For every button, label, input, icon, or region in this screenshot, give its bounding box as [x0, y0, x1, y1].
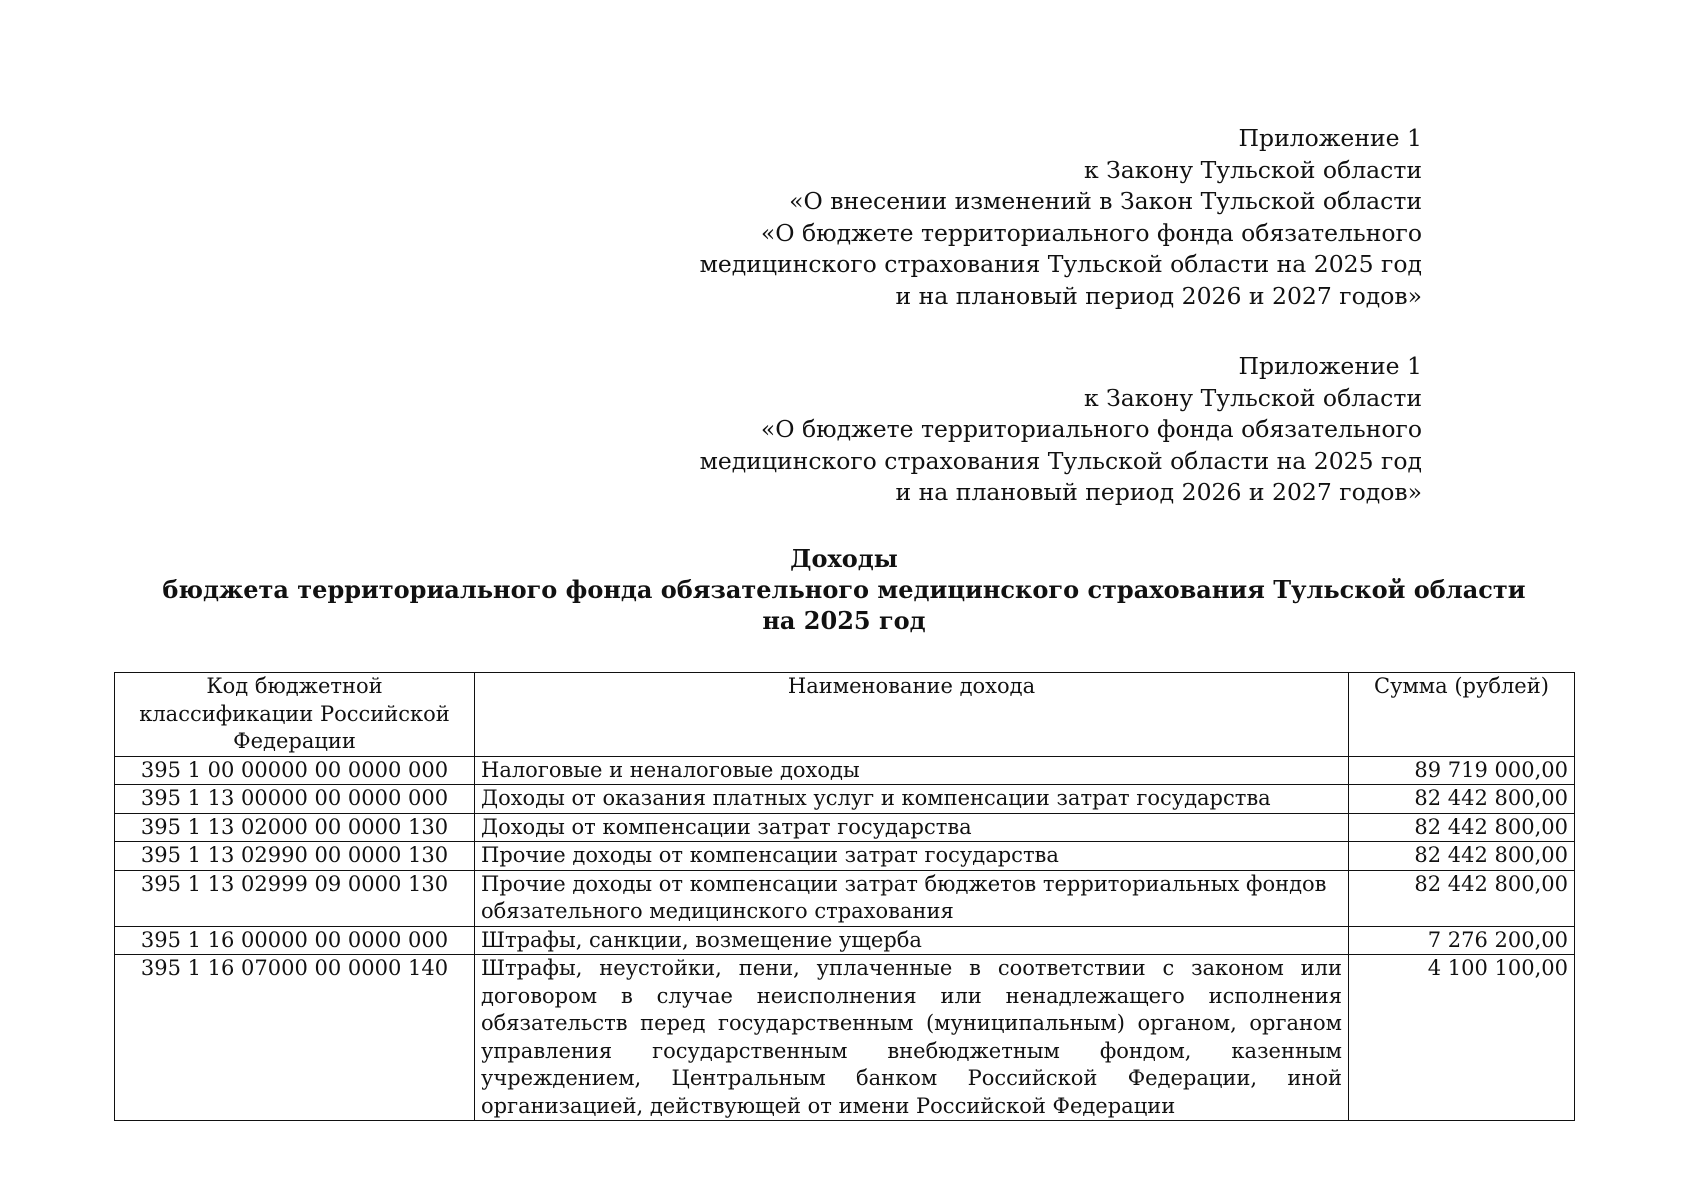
appendix-line: «О внесении изменений в Закон Тульской области [789, 187, 1422, 215]
header-sum: Сумма (рублей) [1349, 673, 1575, 757]
appendix-line: «О бюджете территориального фонда обязательного [760, 218, 1422, 247]
row-code: 395 1 13 02990 00 0000 130 [115, 842, 475, 871]
header-code: Код бюджетной классификации Российской Федерации [115, 673, 475, 757]
row-sum: 89 719 000,00 [1349, 756, 1575, 785]
row-code: 395 1 13 02000 00 0000 130 [115, 813, 475, 842]
header-name: Наименование дохода [475, 673, 1349, 757]
appendix-line: к Закону Тульской области [1083, 155, 1422, 184]
title-line-2: бюджета территориального фонда обязательного медицинского страхования Тульской области [162, 575, 1526, 604]
table-row [115, 926, 1575, 955]
row-code: 395 1 00 00000 00 0000 000 [115, 756, 475, 785]
document-title [114, 543, 1574, 636]
table-row [115, 756, 1575, 785]
table-header-row [115, 673, 1575, 757]
title-line-1: Доходы [790, 544, 898, 573]
appendix-line: и на плановый период 2026 и 2027 годов» [895, 478, 1422, 506]
row-code: 395 1 13 00000 00 0000 000 [115, 785, 475, 814]
appendix-line: Приложение 1 [1238, 352, 1422, 380]
appendix-line: к Закону Тульской области [1083, 383, 1422, 412]
row-sum: 7 276 200,00 [1349, 926, 1575, 955]
row-name: Доходы от оказания платных услуг и компенсации затрат государства [475, 785, 1349, 814]
table-row [115, 785, 1575, 814]
title-line-3: на 2025 год [762, 606, 926, 635]
row-sum: 82 442 800,00 [1349, 785, 1575, 814]
row-code: 395 1 13 02999 09 0000 130 [115, 870, 475, 926]
table-row [115, 842, 1575, 871]
table-row [115, 870, 1575, 926]
row-code: 395 1 16 07000 00 0000 140 [115, 955, 475, 1121]
row-sum: 82 442 800,00 [1349, 842, 1575, 871]
appendix-line: и на плановый период 2026 и 2027 годов» [895, 281, 1422, 310]
row-name: Прочие доходы от компенсации затрат бюджетов территориальных фондов обязательного медицинского страхования [475, 870, 1349, 926]
appendix-line: медицинского страхования Тульской области на 2025 год [699, 250, 1422, 278]
row-code: 395 1 16 00000 00 0000 000 [115, 926, 475, 955]
table-row [115, 813, 1575, 842]
appendix-line: медицинского страхования Тульской области на 2025 год [699, 446, 1422, 475]
appendix-original-block [662, 351, 1422, 509]
row-name: Штрафы, неустойки, пени, уплаченные в соответствии с законом или договором в случае неисполнения или ненадлежащего исполнения обязательств перед государственным (муниципальным) органом, органом управления государственным внебюджетным фондом, казенным учреждением, Центральным банком Российской Федерации, иной организацией, действующей от имени Российской Федерации [475, 955, 1349, 1121]
row-name: Доходы от компенсации затрат государства [475, 813, 1349, 842]
table-row [115, 955, 1575, 1121]
income-table [114, 672, 1575, 1121]
row-name: Прочие доходы от компенсации затрат государства [475, 842, 1349, 871]
appendix-line: Приложение 1 [1238, 124, 1422, 152]
row-sum: 82 442 800,00 [1349, 813, 1575, 842]
row-sum: 82 442 800,00 [1349, 870, 1575, 926]
row-name: Штрафы, санкции, возмещение ущерба [475, 926, 1349, 955]
row-sum: 4 100 100,00 [1349, 955, 1575, 1121]
appendix-line: «О бюджете территориального фонда обязательного [760, 415, 1422, 443]
row-name: Налоговые и неналоговые доходы [475, 756, 1349, 785]
appendix-current-block [662, 123, 1422, 312]
